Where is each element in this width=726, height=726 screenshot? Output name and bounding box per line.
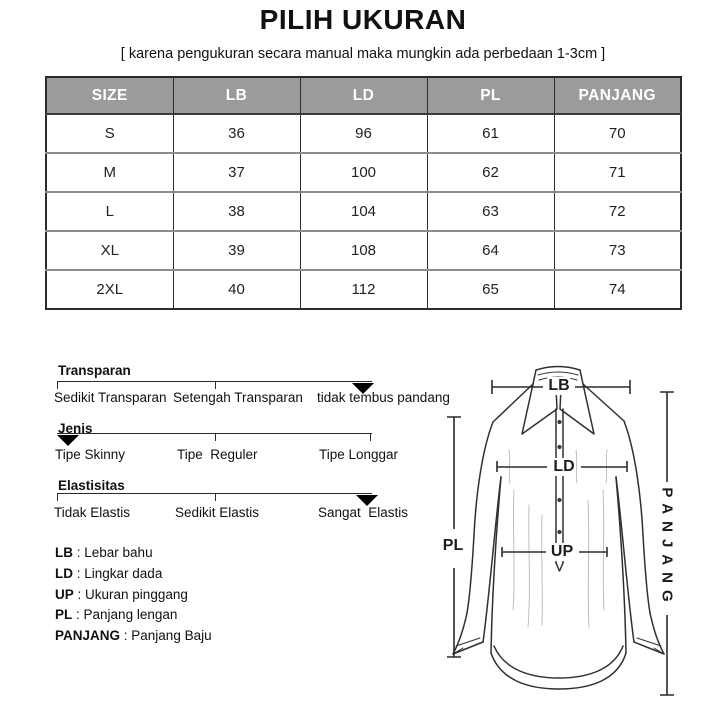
scale-title-jenis: Jenis — [58, 421, 93, 436]
legend-abbr: UP — [55, 586, 74, 602]
table-cell: 39 — [173, 231, 300, 270]
scale-option-label: Tidak Elastis — [54, 505, 131, 520]
measure-label-pl: PL — [442, 537, 464, 554]
scale-option-label: Sangat Elastis — [318, 505, 409, 520]
table-header-cell: LD — [300, 77, 427, 114]
table-cell: 64 — [427, 231, 554, 270]
legend-desc: Panjang Baju — [131, 628, 212, 644]
scale-tick — [370, 434, 371, 441]
table-cell: 71 — [554, 153, 681, 192]
scale-tick — [215, 382, 216, 389]
legend-item — [55, 628, 212, 649]
button-dots — [557, 420, 561, 559]
legend-abbr: PANJANG — [55, 628, 121, 644]
legend-item — [55, 545, 212, 566]
table-cell: M — [46, 153, 173, 192]
measure-label-panjang: PANJANG — [658, 487, 676, 609]
scale-option-label: Tipe Longgar — [319, 447, 399, 462]
legend — [55, 545, 212, 649]
legend-separator: : — [73, 565, 85, 581]
table-cell: 36 — [173, 114, 300, 153]
legend-desc: Lingkar dada — [84, 565, 163, 581]
table-header-row — [46, 77, 681, 114]
scale-line — [57, 381, 372, 382]
page-subtitle: [ karena pengukuran secara manual maka mungkin ada perbedaan 1-3cm ] — [120, 46, 606, 62]
scale-title-transparan: Transparan — [58, 363, 131, 378]
table-cell: S — [104, 125, 115, 142]
table-cell: 73 — [554, 231, 681, 270]
table-header-cell: PANJANG — [554, 77, 681, 114]
scale-option-label: tidak tembus pandang — [317, 390, 450, 405]
table-cell: 74 — [554, 270, 681, 309]
scale-title-elastisitas: Elastisitas — [58, 478, 125, 493]
scale-line — [57, 493, 372, 494]
table-header-cell: LB — [173, 77, 300, 114]
scale-option-label: Sedikit Transparan — [54, 390, 167, 405]
measure-label-lb: LB — [548, 377, 570, 394]
table-cell: 37 — [173, 153, 300, 192]
table-cell: 63 — [427, 192, 554, 231]
table-cell: 112 — [300, 270, 427, 309]
scale-option-label: Tipe Skinny — [55, 447, 126, 462]
table-header-cell: SIZE — [46, 77, 173, 114]
size-row — [46, 270, 681, 309]
scale-tick — [215, 434, 216, 441]
legend-desc: Lebar bahu — [84, 545, 153, 560]
size-table — [45, 76, 682, 310]
legend-item — [55, 587, 212, 608]
scale-option-label: Tipe Reguler — [177, 447, 258, 462]
triangle-marker-icon — [57, 435, 79, 446]
scale-tick — [215, 494, 216, 501]
size-row — [46, 114, 681, 153]
measure-label-up: UP — [550, 543, 574, 560]
legend-separator: : — [73, 545, 85, 560]
table-header-cell: PL — [427, 77, 554, 114]
table-cell: 40 — [173, 270, 300, 309]
table-cell: 108 — [300, 231, 427, 270]
scale-tick — [57, 382, 58, 389]
scale-line — [57, 433, 372, 434]
legend-item — [55, 566, 212, 587]
table-cell: L — [46, 192, 173, 231]
size-row — [46, 231, 681, 270]
table-cell: 104 — [300, 192, 427, 231]
table-cell: 61 — [427, 114, 554, 153]
table-cell: 65 — [427, 270, 554, 309]
scale-option-label: Sedikit Elastis — [175, 505, 260, 520]
measure-label-ld: LD — [553, 458, 575, 475]
table-cell: 96 — [300, 114, 427, 153]
legend-item — [55, 607, 212, 628]
legend-desc: Panjang lengan — [83, 607, 178, 623]
size-row — [46, 192, 681, 231]
legend-abbr: LB — [55, 545, 73, 560]
table-cell: 100 — [300, 153, 427, 192]
shirt-drawing — [430, 355, 726, 726]
legend-abbr: PL — [55, 607, 73, 623]
scale-option-label: Setengah Transparan — [173, 390, 303, 405]
page-title: PILIH UKURAN — [259, 4, 467, 35]
measurement-lines — [447, 380, 674, 695]
scale-tick — [57, 494, 58, 501]
legend-separator: : — [120, 628, 132, 644]
table-cell: 38 — [173, 192, 300, 231]
legend-desc: Ukuran pinggang — [85, 586, 188, 602]
table-cell: 70 — [554, 114, 681, 153]
table-cell: 2XL — [46, 270, 173, 309]
table-cell: 72 — [554, 192, 681, 231]
legend-separator: : — [72, 607, 84, 623]
legend-abbr: LD — [55, 565, 73, 581]
table-cell: XL — [46, 231, 173, 270]
legend-separator: : — [73, 586, 86, 602]
shirt-diagram — [430, 355, 726, 726]
table-cell: 62 — [427, 153, 554, 192]
size-row — [46, 153, 681, 192]
